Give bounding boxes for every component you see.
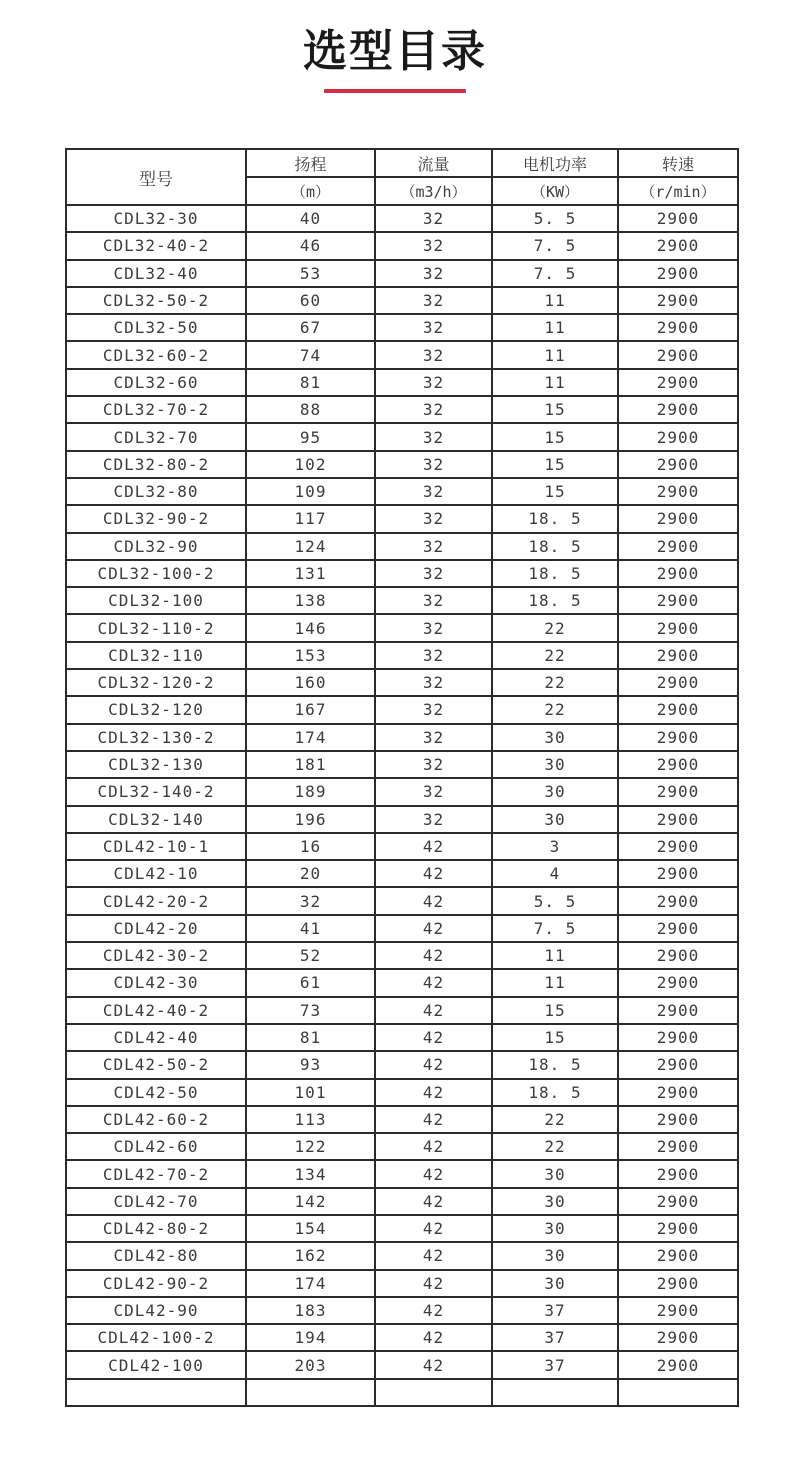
cell-head: 167 [246, 696, 375, 723]
cell-speed: 2900 [618, 887, 738, 914]
cell-flow: 32 [375, 751, 492, 778]
cell-flow: 42 [375, 833, 492, 860]
table-row [66, 614, 738, 641]
cell-power: 11 [492, 341, 618, 368]
table-row [66, 1351, 738, 1378]
table-header [66, 149, 738, 205]
cell-speed: 2900 [618, 451, 738, 478]
col-header-speed: 转速 [618, 149, 738, 177]
cell-power: 15 [492, 396, 618, 423]
cell-head: 196 [246, 806, 375, 833]
table-row [66, 1188, 738, 1215]
cell-speed: 2900 [618, 1051, 738, 1078]
cell-model: CDL42-10-1 [66, 833, 246, 860]
cell-head: 194 [246, 1324, 375, 1351]
cell-head: 174 [246, 724, 375, 751]
cell-head: 20 [246, 860, 375, 887]
table-row [66, 1160, 738, 1187]
page-title: 选型目录 [303, 26, 487, 77]
cell-flow: 32 [375, 396, 492, 423]
cell-power: 22 [492, 614, 618, 641]
cell-head: 134 [246, 1160, 375, 1187]
cell-power: 18. 5 [492, 560, 618, 587]
cell-speed: 2900 [618, 1270, 738, 1297]
cell-head: 174 [246, 1270, 375, 1297]
cell-model: CDL32-70 [66, 423, 246, 450]
cell-head: 40 [246, 205, 375, 232]
cell-power: 11 [492, 969, 618, 996]
cell-model: CDL42-50 [66, 1079, 246, 1106]
cell-head: 46 [246, 232, 375, 259]
table-row [66, 1379, 738, 1406]
cell-speed: 2900 [618, 1133, 738, 1160]
cell-model: CDL42-80 [66, 1242, 246, 1269]
table-row [66, 915, 738, 942]
table-row [66, 451, 738, 478]
cell-power: 30 [492, 751, 618, 778]
col-header-power: 电机功率 [492, 149, 618, 177]
cell-head [246, 1379, 375, 1406]
cell-model: CDL32-40-2 [66, 232, 246, 259]
table-row [66, 833, 738, 860]
table-row [66, 533, 738, 560]
cell-speed: 2900 [618, 1324, 738, 1351]
cell-speed: 2900 [618, 587, 738, 614]
cell-speed: 2900 [618, 314, 738, 341]
cell-flow: 32 [375, 587, 492, 614]
cell-power: 3 [492, 833, 618, 860]
cell-model: CDL32-30 [66, 205, 246, 232]
cell-speed: 2900 [618, 915, 738, 942]
cell-flow [375, 1379, 492, 1406]
cell-flow: 42 [375, 860, 492, 887]
cell-flow: 42 [375, 1106, 492, 1133]
cell-speed: 2900 [618, 969, 738, 996]
cell-model: CDL42-70-2 [66, 1160, 246, 1187]
cell-head: 88 [246, 396, 375, 423]
table-row [66, 478, 738, 505]
cell-power: 37 [492, 1324, 618, 1351]
cell-speed: 2900 [618, 533, 738, 560]
cell-power: 15 [492, 423, 618, 450]
cell-model: CDL32-80-2 [66, 451, 246, 478]
title-underline-decoration [324, 89, 466, 93]
table-row [66, 887, 738, 914]
cell-speed: 2900 [618, 205, 738, 232]
cell-flow: 32 [375, 314, 492, 341]
cell-model: CDL32-130 [66, 751, 246, 778]
table-row [66, 942, 738, 969]
cell-model: CDL42-40-2 [66, 997, 246, 1024]
cell-flow: 42 [375, 997, 492, 1024]
cell-head: 67 [246, 314, 375, 341]
table-row [66, 587, 738, 614]
cell-head: 131 [246, 560, 375, 587]
table-row [66, 1079, 738, 1106]
table-row [66, 860, 738, 887]
cell-power: 11 [492, 369, 618, 396]
header-label-row [66, 149, 738, 177]
cell-flow: 32 [375, 451, 492, 478]
cell-power: 22 [492, 1106, 618, 1133]
cell-model: CDL42-60-2 [66, 1106, 246, 1133]
cell-model: CDL42-40 [66, 1024, 246, 1051]
cell-speed: 2900 [618, 724, 738, 751]
cell-flow: 42 [375, 1024, 492, 1051]
cell-flow: 42 [375, 1188, 492, 1215]
cell-flow: 32 [375, 614, 492, 641]
col-header-head: 扬程 [246, 149, 375, 177]
col-unit-speed: （r/min） [618, 177, 738, 205]
cell-head: 101 [246, 1079, 375, 1106]
cell-speed: 2900 [618, 560, 738, 587]
col-unit-flow: （m3/h） [375, 177, 492, 205]
cell-model: CDL42-30 [66, 969, 246, 996]
cell-speed: 2900 [618, 341, 738, 368]
cell-speed: 2900 [618, 505, 738, 532]
table-row [66, 314, 738, 341]
cell-head: 160 [246, 669, 375, 696]
cell-flow: 32 [375, 806, 492, 833]
cell-model: CDL42-90 [66, 1297, 246, 1324]
cell-model: CDL42-30-2 [66, 942, 246, 969]
table-row [66, 669, 738, 696]
cell-speed: 2900 [618, 1351, 738, 1378]
cell-model: CDL32-80 [66, 478, 246, 505]
cell-model: CDL32-60 [66, 369, 246, 396]
table-row [66, 205, 738, 232]
col-header-flow: 流量 [375, 149, 492, 177]
col-unit-power: （KW） [492, 177, 618, 205]
cell-flow: 32 [375, 232, 492, 259]
cell-model: CDL42-10 [66, 860, 246, 887]
cell-power: 22 [492, 642, 618, 669]
cell-speed: 2900 [618, 396, 738, 423]
cell-power: 18. 5 [492, 1051, 618, 1078]
cell-power [492, 1379, 618, 1406]
cell-flow: 32 [375, 533, 492, 560]
cell-power: 7. 5 [492, 915, 618, 942]
cell-power: 30 [492, 1188, 618, 1215]
cell-power: 18. 5 [492, 533, 618, 560]
cell-speed: 2900 [618, 369, 738, 396]
cell-speed: 2900 [618, 833, 738, 860]
cell-flow: 42 [375, 1133, 492, 1160]
cell-speed [618, 1379, 738, 1406]
cell-flow: 42 [375, 1079, 492, 1106]
table-row [66, 724, 738, 751]
cell-head: 32 [246, 887, 375, 914]
cell-head: 16 [246, 833, 375, 860]
cell-head: 109 [246, 478, 375, 505]
cell-power: 37 [492, 1297, 618, 1324]
cell-model: CDL32-50-2 [66, 287, 246, 314]
cell-head: 93 [246, 1051, 375, 1078]
table-row [66, 696, 738, 723]
table-row [66, 505, 738, 532]
cell-power: 7. 5 [492, 232, 618, 259]
cell-model: CDL32-140 [66, 806, 246, 833]
cell-model: CDL32-90-2 [66, 505, 246, 532]
cell-flow: 42 [375, 942, 492, 969]
cell-flow: 42 [375, 969, 492, 996]
col-unit-head: （m） [246, 177, 375, 205]
cell-flow: 42 [375, 887, 492, 914]
cell-model: CDL42-60 [66, 1133, 246, 1160]
cell-model: CDL32-40 [66, 260, 246, 287]
table-row [66, 1242, 738, 1269]
cell-flow: 42 [375, 1051, 492, 1078]
table-row [66, 1051, 738, 1078]
cell-speed: 2900 [618, 860, 738, 887]
cell-power: 30 [492, 778, 618, 805]
cell-model: CDL32-90 [66, 533, 246, 560]
cell-model: CDL32-100-2 [66, 560, 246, 587]
cell-head: 74 [246, 341, 375, 368]
cell-model: CDL32-70-2 [66, 396, 246, 423]
cell-head: 102 [246, 451, 375, 478]
cell-model: CDL32-130-2 [66, 724, 246, 751]
cell-flow: 42 [375, 1324, 492, 1351]
cell-head: 183 [246, 1297, 375, 1324]
cell-power: 18. 5 [492, 505, 618, 532]
cell-model: CDL32-110-2 [66, 614, 246, 641]
cell-power: 30 [492, 806, 618, 833]
cell-speed: 2900 [618, 1297, 738, 1324]
table-row [66, 1324, 738, 1351]
table-body [66, 205, 738, 1406]
table-row [66, 260, 738, 287]
cell-power: 5. 5 [492, 205, 618, 232]
table-row [66, 232, 738, 259]
cell-flow: 32 [375, 724, 492, 751]
cell-head: 162 [246, 1242, 375, 1269]
cell-speed: 2900 [618, 1242, 738, 1269]
cell-power: 15 [492, 478, 618, 505]
cell-model: CDL42-80-2 [66, 1215, 246, 1242]
table-row [66, 1133, 738, 1160]
cell-power: 5. 5 [492, 887, 618, 914]
cell-speed: 2900 [618, 1024, 738, 1051]
cell-power: 11 [492, 942, 618, 969]
cell-model: CDL32-60-2 [66, 341, 246, 368]
cell-head: 81 [246, 369, 375, 396]
cell-head: 60 [246, 287, 375, 314]
cell-power: 30 [492, 1242, 618, 1269]
cell-head: 52 [246, 942, 375, 969]
table-row [66, 560, 738, 587]
cell-model: CDL42-100-2 [66, 1324, 246, 1351]
cell-power: 18. 5 [492, 1079, 618, 1106]
cell-head: 203 [246, 1351, 375, 1378]
cell-speed: 2900 [618, 1188, 738, 1215]
cell-flow: 32 [375, 478, 492, 505]
cell-speed: 2900 [618, 806, 738, 833]
cell-speed: 2900 [618, 1079, 738, 1106]
cell-head: 138 [246, 587, 375, 614]
table-row [66, 1270, 738, 1297]
cell-head: 41 [246, 915, 375, 942]
cell-head: 122 [246, 1133, 375, 1160]
cell-head: 117 [246, 505, 375, 532]
cell-flow: 42 [375, 915, 492, 942]
cell-flow: 42 [375, 1215, 492, 1242]
cell-speed: 2900 [618, 1160, 738, 1187]
cell-model [66, 1379, 246, 1406]
table-row [66, 396, 738, 423]
cell-power: 18. 5 [492, 587, 618, 614]
cell-head: 181 [246, 751, 375, 778]
cell-power: 22 [492, 669, 618, 696]
cell-flow: 32 [375, 369, 492, 396]
cell-head: 124 [246, 533, 375, 560]
cell-model: CDL42-20 [66, 915, 246, 942]
cell-head: 153 [246, 642, 375, 669]
cell-head: 73 [246, 997, 375, 1024]
cell-speed: 2900 [618, 1106, 738, 1133]
cell-head: 53 [246, 260, 375, 287]
cell-speed: 2900 [618, 942, 738, 969]
cell-model: CDL42-20-2 [66, 887, 246, 914]
cell-speed: 2900 [618, 260, 738, 287]
cell-model: CDL32-120-2 [66, 669, 246, 696]
table-row [66, 369, 738, 396]
cell-power: 15 [492, 1024, 618, 1051]
cell-flow: 32 [375, 205, 492, 232]
table-row [66, 806, 738, 833]
cell-power: 30 [492, 1215, 618, 1242]
cell-flow: 32 [375, 696, 492, 723]
cell-speed: 2900 [618, 1215, 738, 1242]
cell-speed: 2900 [618, 287, 738, 314]
cell-power: 11 [492, 287, 618, 314]
cell-flow: 32 [375, 505, 492, 532]
cell-power: 11 [492, 314, 618, 341]
cell-model: CDL32-120 [66, 696, 246, 723]
cell-flow: 32 [375, 287, 492, 314]
cell-power: 37 [492, 1351, 618, 1378]
cell-head: 154 [246, 1215, 375, 1242]
table-row [66, 751, 738, 778]
table-row [66, 287, 738, 314]
table-row [66, 1297, 738, 1324]
cell-model: CDL32-50 [66, 314, 246, 341]
cell-flow: 32 [375, 260, 492, 287]
cell-speed: 2900 [618, 751, 738, 778]
cell-head: 189 [246, 778, 375, 805]
cell-head: 61 [246, 969, 375, 996]
cell-head: 81 [246, 1024, 375, 1051]
cell-speed: 2900 [618, 997, 738, 1024]
cell-power: 15 [492, 997, 618, 1024]
cell-model: CDL32-140-2 [66, 778, 246, 805]
table-row [66, 423, 738, 450]
cell-flow: 42 [375, 1270, 492, 1297]
cell-model: CDL42-70 [66, 1188, 246, 1215]
cell-flow: 42 [375, 1351, 492, 1378]
table-row [66, 1024, 738, 1051]
cell-speed: 2900 [618, 423, 738, 450]
cell-speed: 2900 [618, 642, 738, 669]
cell-flow: 32 [375, 341, 492, 368]
table-row [66, 1215, 738, 1242]
cell-speed: 2900 [618, 669, 738, 696]
cell-head: 146 [246, 614, 375, 641]
cell-model: CDL42-90-2 [66, 1270, 246, 1297]
cell-speed: 2900 [618, 478, 738, 505]
cell-head: 142 [246, 1188, 375, 1215]
cell-model: CDL32-100 [66, 587, 246, 614]
cell-flow: 42 [375, 1297, 492, 1324]
col-header-model: 型号 [66, 149, 246, 205]
table-row [66, 341, 738, 368]
selection-table [65, 148, 739, 1407]
cell-flow: 42 [375, 1160, 492, 1187]
cell-head: 113 [246, 1106, 375, 1133]
cell-power: 30 [492, 1160, 618, 1187]
cell-speed: 2900 [618, 232, 738, 259]
cell-flow: 32 [375, 778, 492, 805]
cell-power: 22 [492, 696, 618, 723]
cell-model: CDL42-50-2 [66, 1051, 246, 1078]
cell-flow: 32 [375, 669, 492, 696]
cell-power: 4 [492, 860, 618, 887]
cell-flow: 32 [375, 642, 492, 669]
cell-power: 22 [492, 1133, 618, 1160]
cell-head: 95 [246, 423, 375, 450]
cell-flow: 32 [375, 560, 492, 587]
cell-model: CDL32-110 [66, 642, 246, 669]
cell-speed: 2900 [618, 778, 738, 805]
cell-power: 30 [492, 1270, 618, 1297]
cell-speed: 2900 [618, 696, 738, 723]
cell-power: 7. 5 [492, 260, 618, 287]
cell-model: CDL42-100 [66, 1351, 246, 1378]
cell-flow: 42 [375, 1242, 492, 1269]
table-row [66, 1106, 738, 1133]
cell-power: 30 [492, 724, 618, 751]
table-row [66, 778, 738, 805]
table-row [66, 969, 738, 996]
table-row [66, 642, 738, 669]
table-row [66, 997, 738, 1024]
cell-speed: 2900 [618, 614, 738, 641]
cell-flow: 32 [375, 423, 492, 450]
cell-power: 15 [492, 451, 618, 478]
